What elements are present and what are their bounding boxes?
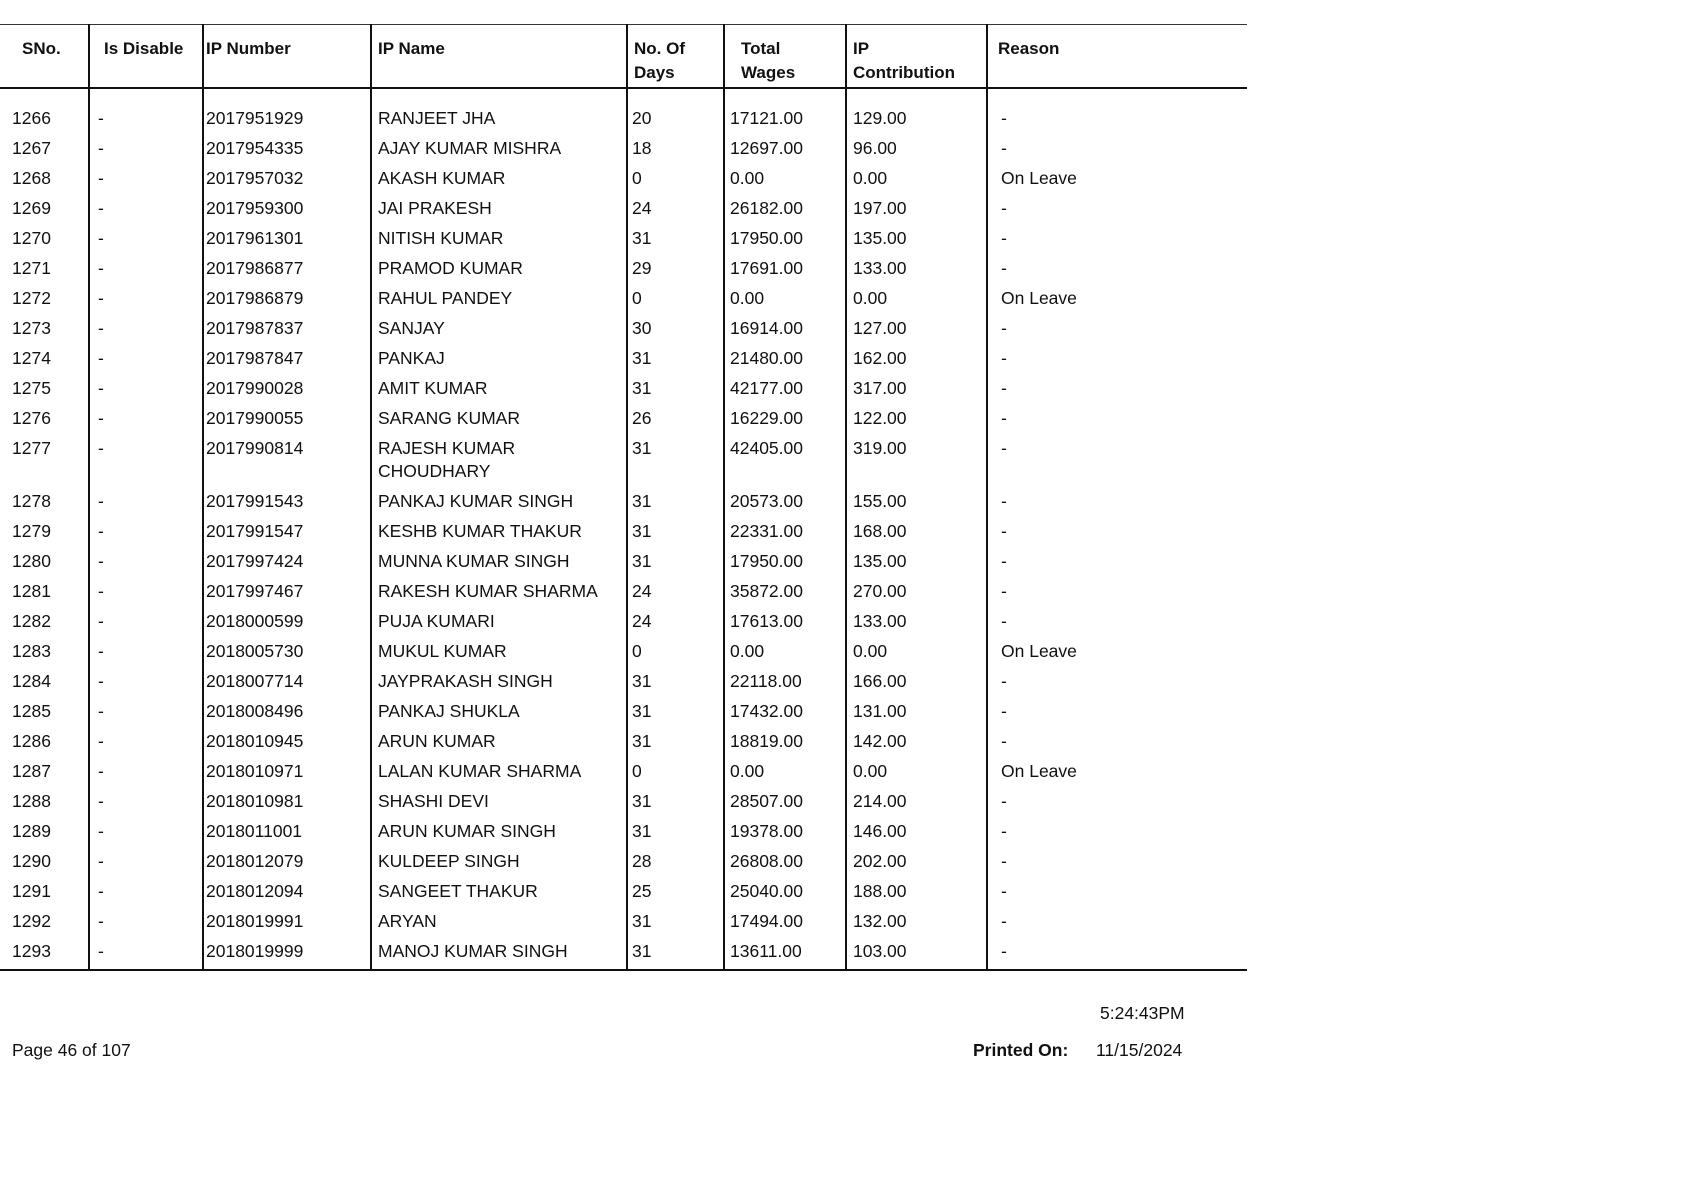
cell-ip-name: MUKUL KUMAR xyxy=(371,636,627,666)
cell-sno: 1288 xyxy=(12,791,51,811)
table-row xyxy=(0,313,1247,343)
table-row xyxy=(0,103,1247,133)
cell-ip-contribution: 131.00 xyxy=(846,696,987,726)
cell-total-wages: 0.00 xyxy=(724,636,846,666)
cell-ip-number: 2017957032 xyxy=(203,163,371,193)
cell-sno: 1285 xyxy=(12,701,51,721)
cell-no-of-days: 31 xyxy=(627,696,724,726)
cell-ip-number: 2018011001 xyxy=(203,816,371,846)
cell-ip-name: RAJESH KUMAR CHOUDHARY xyxy=(371,433,627,486)
cell-reason: - xyxy=(987,486,1247,516)
cell-ip-number: 2018012079 xyxy=(203,846,371,876)
cell-is-disable: - xyxy=(89,343,203,373)
cell-reason: - xyxy=(987,343,1247,373)
cell-no-of-days: 26 xyxy=(627,403,724,433)
cell-no-of-days: 31 xyxy=(627,516,724,546)
cell-ip-contribution: 127.00 xyxy=(846,313,987,343)
cell-ip-number: 2017990814 xyxy=(203,433,371,486)
cell-ip-number: 2017997424 xyxy=(203,546,371,576)
cell-sno: 1273 xyxy=(12,318,51,338)
cell-ip-contribution: 96.00 xyxy=(846,133,987,163)
cell-no-of-days: 18 xyxy=(627,133,724,163)
table-row xyxy=(0,726,1247,756)
cell-sno: 1284 xyxy=(12,671,51,691)
cell-reason: - xyxy=(987,433,1247,486)
cell-reason: - xyxy=(987,876,1247,906)
cell-reason: - xyxy=(987,606,1247,636)
cell-no-of-days: 31 xyxy=(627,223,724,253)
cell-sno: 1275 xyxy=(12,378,51,398)
cell-ip-name: ARYAN xyxy=(371,906,627,936)
cell-ip-name: PUJA KUMARI xyxy=(371,606,627,636)
cell-is-disable: - xyxy=(89,313,203,343)
cell-sno: 1281 xyxy=(12,581,51,601)
cell-ip-name: RAKESH KUMAR SHARMA xyxy=(371,576,627,606)
cell-total-wages: 19378.00 xyxy=(724,816,846,846)
cell-is-disable: - xyxy=(89,223,203,253)
table-row xyxy=(0,253,1247,283)
table-row xyxy=(0,936,1247,970)
cell-total-wages: 22331.00 xyxy=(724,516,846,546)
cell-total-wages: 0.00 xyxy=(724,756,846,786)
cell-ip-contribution: 142.00 xyxy=(846,726,987,756)
cell-total-wages: 21480.00 xyxy=(724,343,846,373)
table-row xyxy=(0,373,1247,403)
cell-total-wages: 17613.00 xyxy=(724,606,846,636)
cell-reason: - xyxy=(987,786,1247,816)
table-row xyxy=(0,606,1247,636)
cell-sno: 1290 xyxy=(12,851,51,871)
cell-ip-number: 2018007714 xyxy=(203,666,371,696)
cell-is-disable: - xyxy=(89,606,203,636)
table-row xyxy=(0,816,1247,846)
cell-sno: 1271 xyxy=(12,258,51,278)
cell-ip-contribution: 197.00 xyxy=(846,193,987,223)
cell-total-wages: 17494.00 xyxy=(724,906,846,936)
cell-sno: 1277 xyxy=(12,438,51,458)
cell-ip-number: 2017954335 xyxy=(203,133,371,163)
cell-ip-contribution: 103.00 xyxy=(846,936,987,970)
table-row xyxy=(0,283,1247,313)
table-row xyxy=(0,546,1247,576)
cell-no-of-days: 31 xyxy=(627,433,724,486)
cell-no-of-days: 31 xyxy=(627,936,724,970)
cell-reason: - xyxy=(987,403,1247,433)
cell-ip-contribution: 0.00 xyxy=(846,636,987,666)
cell-ip-contribution: 317.00 xyxy=(846,373,987,403)
cell-ip-contribution: 135.00 xyxy=(846,223,987,253)
cell-sno: 1283 xyxy=(12,641,51,661)
header-sno: SNo. xyxy=(0,25,89,89)
cell-ip-name: NITISH KUMAR xyxy=(371,223,627,253)
cell-ip-contribution: 133.00 xyxy=(846,606,987,636)
cell-no-of-days: 0 xyxy=(627,756,724,786)
cell-total-wages: 17950.00 xyxy=(724,223,846,253)
cell-ip-number: 2017987847 xyxy=(203,343,371,373)
cell-reason: On Leave xyxy=(987,636,1247,666)
cell-reason: - xyxy=(987,253,1247,283)
cell-ip-name: ARUN KUMAR SINGH xyxy=(371,816,627,846)
cell-total-wages: 42405.00 xyxy=(724,433,846,486)
cell-reason: On Leave xyxy=(987,756,1247,786)
cell-is-disable: - xyxy=(89,816,203,846)
cell-ip-contribution: 135.00 xyxy=(846,546,987,576)
cell-ip-name: SANGEET THAKUR xyxy=(371,876,627,906)
cell-total-wages: 18819.00 xyxy=(724,726,846,756)
cell-no-of-days: 24 xyxy=(627,606,724,636)
cell-reason: - xyxy=(987,846,1247,876)
cell-is-disable: - xyxy=(89,906,203,936)
cell-ip-number: 2018010945 xyxy=(203,726,371,756)
cell-no-of-days: 31 xyxy=(627,546,724,576)
cell-total-wages: 28507.00 xyxy=(724,786,846,816)
cell-no-of-days: 24 xyxy=(627,576,724,606)
printed-date: 11/15/2024 xyxy=(1096,1040,1183,1060)
cell-is-disable: - xyxy=(89,936,203,970)
cell-no-of-days: 31 xyxy=(627,343,724,373)
table-row xyxy=(0,223,1247,253)
cell-ip-name: AJAY KUMAR MISHRA xyxy=(371,133,627,163)
cell-total-wages: 16914.00 xyxy=(724,313,846,343)
cell-ip-contribution: 188.00 xyxy=(846,876,987,906)
cell-ip-contribution: 132.00 xyxy=(846,906,987,936)
cell-total-wages: 12697.00 xyxy=(724,133,846,163)
cell-is-disable: - xyxy=(89,846,203,876)
cell-is-disable: - xyxy=(89,403,203,433)
cell-total-wages: 17691.00 xyxy=(724,253,846,283)
table-row xyxy=(0,906,1247,936)
cell-is-disable: - xyxy=(89,876,203,906)
cell-total-wages: 0.00 xyxy=(724,163,846,193)
cell-is-disable: - xyxy=(89,636,203,666)
cell-reason: On Leave xyxy=(987,283,1247,313)
cell-reason: On Leave xyxy=(987,163,1247,193)
cell-total-wages: 13611.00 xyxy=(724,936,846,970)
cell-no-of-days: 31 xyxy=(627,906,724,936)
table-row xyxy=(0,343,1247,373)
cell-sno: 1287 xyxy=(12,761,51,781)
cell-sno: 1292 xyxy=(12,911,51,931)
cell-ip-number: 2018012094 xyxy=(203,876,371,906)
cell-reason: - xyxy=(987,103,1247,133)
cell-ip-contribution: 0.00 xyxy=(846,756,987,786)
cell-ip-name: PANKAJ KUMAR SINGH xyxy=(371,486,627,516)
cell-sno: 1272 xyxy=(12,288,51,308)
cell-no-of-days: 20 xyxy=(627,103,724,133)
cell-total-wages: 42177.00 xyxy=(724,373,846,403)
cell-no-of-days: 31 xyxy=(627,786,724,816)
cell-sno: 1276 xyxy=(12,408,51,428)
header-ip-contribution: IP Contribution xyxy=(846,25,987,89)
table-row xyxy=(0,666,1247,696)
cell-no-of-days: 31 xyxy=(627,486,724,516)
cell-ip-name: ARUN KUMAR xyxy=(371,726,627,756)
cell-total-wages: 20573.00 xyxy=(724,486,846,516)
cell-no-of-days: 29 xyxy=(627,253,724,283)
cell-ip-contribution: 168.00 xyxy=(846,516,987,546)
cell-is-disable: - xyxy=(89,373,203,403)
cell-ip-number: 2017959300 xyxy=(203,193,371,223)
cell-sno: 1286 xyxy=(12,731,51,751)
cell-ip-name: MUNNA KUMAR SINGH xyxy=(371,546,627,576)
cell-total-wages: 35872.00 xyxy=(724,576,846,606)
cell-ip-name: PRAMOD KUMAR xyxy=(371,253,627,283)
cell-total-wages: 17950.00 xyxy=(724,546,846,576)
cell-ip-contribution: 214.00 xyxy=(846,786,987,816)
table-row xyxy=(0,193,1247,223)
header-reason: Reason xyxy=(987,25,1247,89)
cell-no-of-days: 30 xyxy=(627,313,724,343)
cell-is-disable: - xyxy=(89,666,203,696)
table-row xyxy=(0,516,1247,546)
cell-total-wages: 26182.00 xyxy=(724,193,846,223)
cell-is-disable: - xyxy=(89,486,203,516)
cell-ip-contribution: 146.00 xyxy=(846,816,987,846)
cell-ip-name: KULDEEP SINGH xyxy=(371,846,627,876)
header-row xyxy=(0,25,1247,89)
cell-ip-number: 2017951929 xyxy=(203,103,371,133)
cell-ip-number: 2017987837 xyxy=(203,313,371,343)
cell-ip-number: 2018005730 xyxy=(203,636,371,666)
cell-ip-contribution: 166.00 xyxy=(846,666,987,696)
cell-ip-number: 2017991543 xyxy=(203,486,371,516)
cell-no-of-days: 0 xyxy=(627,283,724,313)
cell-ip-number: 2017986879 xyxy=(203,283,371,313)
cell-no-of-days: 31 xyxy=(627,726,724,756)
cell-ip-name: MANOJ KUMAR SINGH xyxy=(371,936,627,970)
cell-reason: - xyxy=(987,696,1247,726)
cell-ip-number: 2018000599 xyxy=(203,606,371,636)
cell-reason: - xyxy=(987,133,1247,163)
cell-ip-number: 2017991547 xyxy=(203,516,371,546)
cell-sno: 1289 xyxy=(12,821,51,841)
cell-reason: - xyxy=(987,576,1247,606)
ip-contribution-table xyxy=(0,24,1247,971)
table-row xyxy=(0,403,1247,433)
cell-is-disable: - xyxy=(89,726,203,756)
cell-ip-name: JAYPRAKASH SINGH xyxy=(371,666,627,696)
cell-ip-number: 2018019999 xyxy=(203,936,371,970)
cell-ip-contribution: 270.00 xyxy=(846,576,987,606)
cell-no-of-days: 31 xyxy=(627,373,724,403)
cell-is-disable: - xyxy=(89,756,203,786)
table-row xyxy=(0,133,1247,163)
table-row xyxy=(0,576,1247,606)
cell-sno: 1268 xyxy=(12,168,51,188)
cell-ip-contribution: 319.00 xyxy=(846,433,987,486)
cell-reason: - xyxy=(987,223,1247,253)
cell-reason: - xyxy=(987,546,1247,576)
cell-is-disable: - xyxy=(89,163,203,193)
cell-ip-number: 2017986877 xyxy=(203,253,371,283)
cell-is-disable: - xyxy=(89,133,203,163)
cell-reason: - xyxy=(987,666,1247,696)
cell-sno: 1282 xyxy=(12,611,51,631)
table-header xyxy=(0,25,1247,89)
header-ip-name: IP Name xyxy=(371,25,627,89)
cell-ip-number: 2018019991 xyxy=(203,906,371,936)
cell-ip-number: 2017990028 xyxy=(203,373,371,403)
cell-reason: - xyxy=(987,373,1247,403)
cell-ip-number: 2017997467 xyxy=(203,576,371,606)
cell-is-disable: - xyxy=(89,103,203,133)
cell-ip-contribution: 129.00 xyxy=(846,103,987,133)
cell-is-disable: - xyxy=(89,433,203,486)
cell-total-wages: 26808.00 xyxy=(724,846,846,876)
cell-ip-name: PANKAJ xyxy=(371,343,627,373)
cell-is-disable: - xyxy=(89,193,203,223)
cell-ip-name: SANJAY xyxy=(371,313,627,343)
table-row xyxy=(0,433,1247,486)
cell-ip-name: SARANG KUMAR xyxy=(371,403,627,433)
cell-is-disable: - xyxy=(89,253,203,283)
cell-is-disable: - xyxy=(89,516,203,546)
cell-sno: 1279 xyxy=(12,521,51,541)
cell-ip-contribution: 0.00 xyxy=(846,283,987,313)
cell-ip-contribution: 202.00 xyxy=(846,846,987,876)
cell-reason: - xyxy=(987,516,1247,546)
cell-sno: 1269 xyxy=(12,198,51,218)
cell-ip-number: 2018010971 xyxy=(203,756,371,786)
cell-ip-contribution: 133.00 xyxy=(846,253,987,283)
cell-total-wages: 17121.00 xyxy=(724,103,846,133)
cell-no-of-days: 24 xyxy=(627,193,724,223)
cell-total-wages: 16229.00 xyxy=(724,403,846,433)
cell-ip-number: 2018008496 xyxy=(203,696,371,726)
cell-ip-number: 2018010981 xyxy=(203,786,371,816)
header-ip-number: IP Number xyxy=(203,25,371,89)
cell-sno: 1270 xyxy=(12,228,51,248)
table-row xyxy=(0,786,1247,816)
cell-ip-name: RANJEET JHA xyxy=(371,103,627,133)
cell-sno: 1266 xyxy=(12,108,51,128)
table-spacer-row xyxy=(0,88,1247,103)
cell-ip-number: 2017961301 xyxy=(203,223,371,253)
cell-sno: 1267 xyxy=(12,138,51,158)
cell-no-of-days: 28 xyxy=(627,846,724,876)
cell-ip-name: AMIT KUMAR xyxy=(371,373,627,403)
cell-reason: - xyxy=(987,816,1247,846)
cell-sno: 1274 xyxy=(12,348,51,368)
cell-no-of-days: 0 xyxy=(627,636,724,666)
cell-sno: 1278 xyxy=(12,491,51,511)
printed-on-label: Printed On: xyxy=(973,1040,1069,1060)
cell-ip-name: RAHUL PANDEY xyxy=(371,283,627,313)
table-row xyxy=(0,696,1247,726)
cell-ip-name: JAI PRAKESH xyxy=(371,193,627,223)
cell-ip-name: SHASHI DEVI xyxy=(371,786,627,816)
cell-ip-contribution: 162.00 xyxy=(846,343,987,373)
table-row xyxy=(0,876,1247,906)
cell-reason: - xyxy=(987,313,1247,343)
cell-total-wages: 25040.00 xyxy=(724,876,846,906)
header-total-wages: Total Wages xyxy=(724,25,846,89)
cell-reason: - xyxy=(987,726,1247,756)
printed-time: 5:24:43PM xyxy=(1100,1003,1185,1023)
cell-sno: 1280 xyxy=(12,551,51,571)
cell-ip-name: AKASH KUMAR xyxy=(371,163,627,193)
table-row xyxy=(0,486,1247,516)
cell-total-wages: 17432.00 xyxy=(724,696,846,726)
header-no-of-days: No. Of Days xyxy=(627,25,724,89)
page-indicator: Page 46 of 107 xyxy=(12,1040,131,1060)
cell-ip-name: KESHB KUMAR THAKUR xyxy=(371,516,627,546)
cell-sno: 1291 xyxy=(12,881,51,901)
cell-no-of-days: 31 xyxy=(627,666,724,696)
header-is-disable: Is Disable xyxy=(89,25,203,89)
cell-is-disable: - xyxy=(89,546,203,576)
cell-total-wages: 0.00 xyxy=(724,283,846,313)
cell-ip-number: 2017990055 xyxy=(203,403,371,433)
cell-reason: - xyxy=(987,193,1247,223)
contribution-report-sheet xyxy=(0,24,1247,971)
table-row xyxy=(0,163,1247,193)
cell-is-disable: - xyxy=(89,576,203,606)
cell-is-disable: - xyxy=(89,786,203,816)
cell-total-wages: 22118.00 xyxy=(724,666,846,696)
cell-ip-name: LALAN KUMAR SHARMA xyxy=(371,756,627,786)
table-row xyxy=(0,636,1247,666)
cell-ip-contribution: 122.00 xyxy=(846,403,987,433)
table-row xyxy=(0,846,1247,876)
cell-ip-contribution: 155.00 xyxy=(846,486,987,516)
cell-sno: 1293 xyxy=(0,936,89,970)
cell-is-disable: - xyxy=(89,696,203,726)
table-body xyxy=(0,88,1247,970)
cell-no-of-days: 0 xyxy=(627,163,724,193)
cell-no-of-days: 31 xyxy=(627,816,724,846)
cell-reason: - xyxy=(987,906,1247,936)
cell-ip-contribution: 0.00 xyxy=(846,163,987,193)
cell-no-of-days: 25 xyxy=(627,876,724,906)
cell-reason: - xyxy=(987,936,1247,970)
cell-is-disable: - xyxy=(89,283,203,313)
table-row xyxy=(0,756,1247,786)
cell-ip-name: PANKAJ SHUKLA xyxy=(371,696,627,726)
